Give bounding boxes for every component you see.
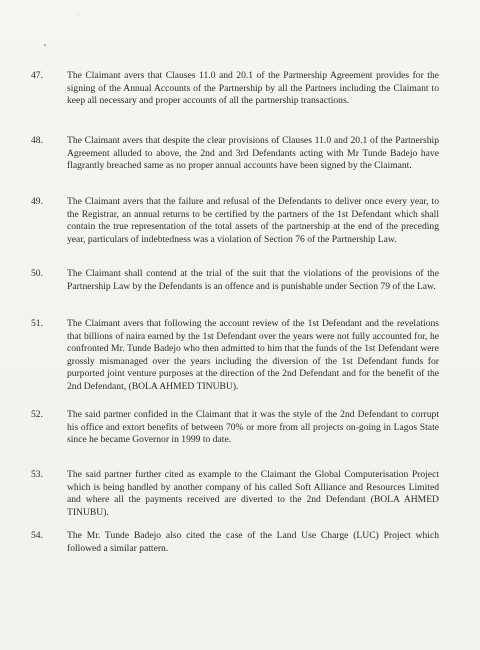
paragraph-54 bbox=[31, 530, 439, 555]
paragraph-number: 47. bbox=[31, 70, 43, 81]
paragraph-number: 53. bbox=[31, 469, 43, 480]
paragraph-49 bbox=[31, 196, 439, 246]
paragraph-50 bbox=[31, 268, 439, 293]
paragraph-number: 48. bbox=[31, 135, 43, 146]
paragraph-text: The Claimant shall contend at the trial of the suit that the violations of the provisions of the Partnership Law by the Defendants is an offence and is punishable under Section 79 of the Law. bbox=[67, 268, 439, 292]
paragraph-number: 52. bbox=[31, 409, 43, 420]
paragraph-text: The said partner further cited as example to the Claimant the Global Computerisation Project which is being handled by another company of his called Soft Alliance and Resources Limited and where all the payments received are diverted to the 2nd Defendant (BOLA AHMED TINUBU). bbox=[67, 469, 439, 518]
paragraph-text: The Claimant avers that despite the clear provisions of Clauses 11.0 and 20.1 of the Partnership Agreement alluded to above, the 2nd and 3rd Defendants acting with Mr Tunde Badejo have flagrantly breached same as no proper annual accounts have been signed by the Claimant. bbox=[67, 135, 439, 171]
paragraph-text: The Claimant avers that Clauses 11.0 and 20.1 of the Partnership Agreement provides for the signing of the Annual Accounts of the Partnership by all the Partners including the Claimant to keep all necessary and proper accounts of all the partnership transactions. bbox=[67, 70, 439, 106]
paragraph-47 bbox=[31, 70, 439, 108]
paragraph-number: 50. bbox=[31, 268, 43, 279]
paragraph-text: The said partner confided in the Claimant that it was the style of the 2nd Defendant to corrupt his office and extort benefits of between 70% or more from all projects on-going in Lagos State since he became Governor in 1999 to date. bbox=[67, 409, 439, 445]
paragraph-51 bbox=[31, 318, 439, 393]
paragraph-number: 54. bbox=[31, 530, 43, 541]
paragraph-text: The Claimant avers that the failure and refusal of the Defendants to deliver once every year, to the Registrar, an annual returns to be certified by the partners of the 1st Defendant which shall contain the true representation of the total assets of the partnership at the end of the preceding year, particulars of indebtedness was a violation of Section 76 of the Partnership Law. bbox=[67, 196, 439, 245]
paragraph-48 bbox=[31, 135, 439, 173]
paragraph-number: 49. bbox=[31, 196, 43, 207]
paragraph-52 bbox=[31, 409, 439, 447]
paragraph-text: The Mr. Tunde Badejo also cited the case of the Land Use Charge (LUC) Project which followed a similar pattern. bbox=[67, 530, 439, 554]
paragraph-number: 51. bbox=[31, 318, 43, 329]
paragraph-53 bbox=[31, 469, 439, 519]
scan-speck bbox=[44, 44, 46, 46]
paragraph-text: The Claimant avers that following the account review of the 1st Defendant and the revelations that billions of naira earned by the 1st Defendant over the years were not fully accounted for, he confronted Mr. Tunde Badejo who then admitted to him that the funds of the 1st Defendant were grossly mismanaged over the years including the diversion of the 1st Defendant funds for purported joint venture purposes at the direction of the 2nd Defendant and for the benefit of the 2nd Defendant, (BOLA AHMED TINUBU). bbox=[67, 318, 439, 392]
scan-speck bbox=[78, 14, 79, 15]
